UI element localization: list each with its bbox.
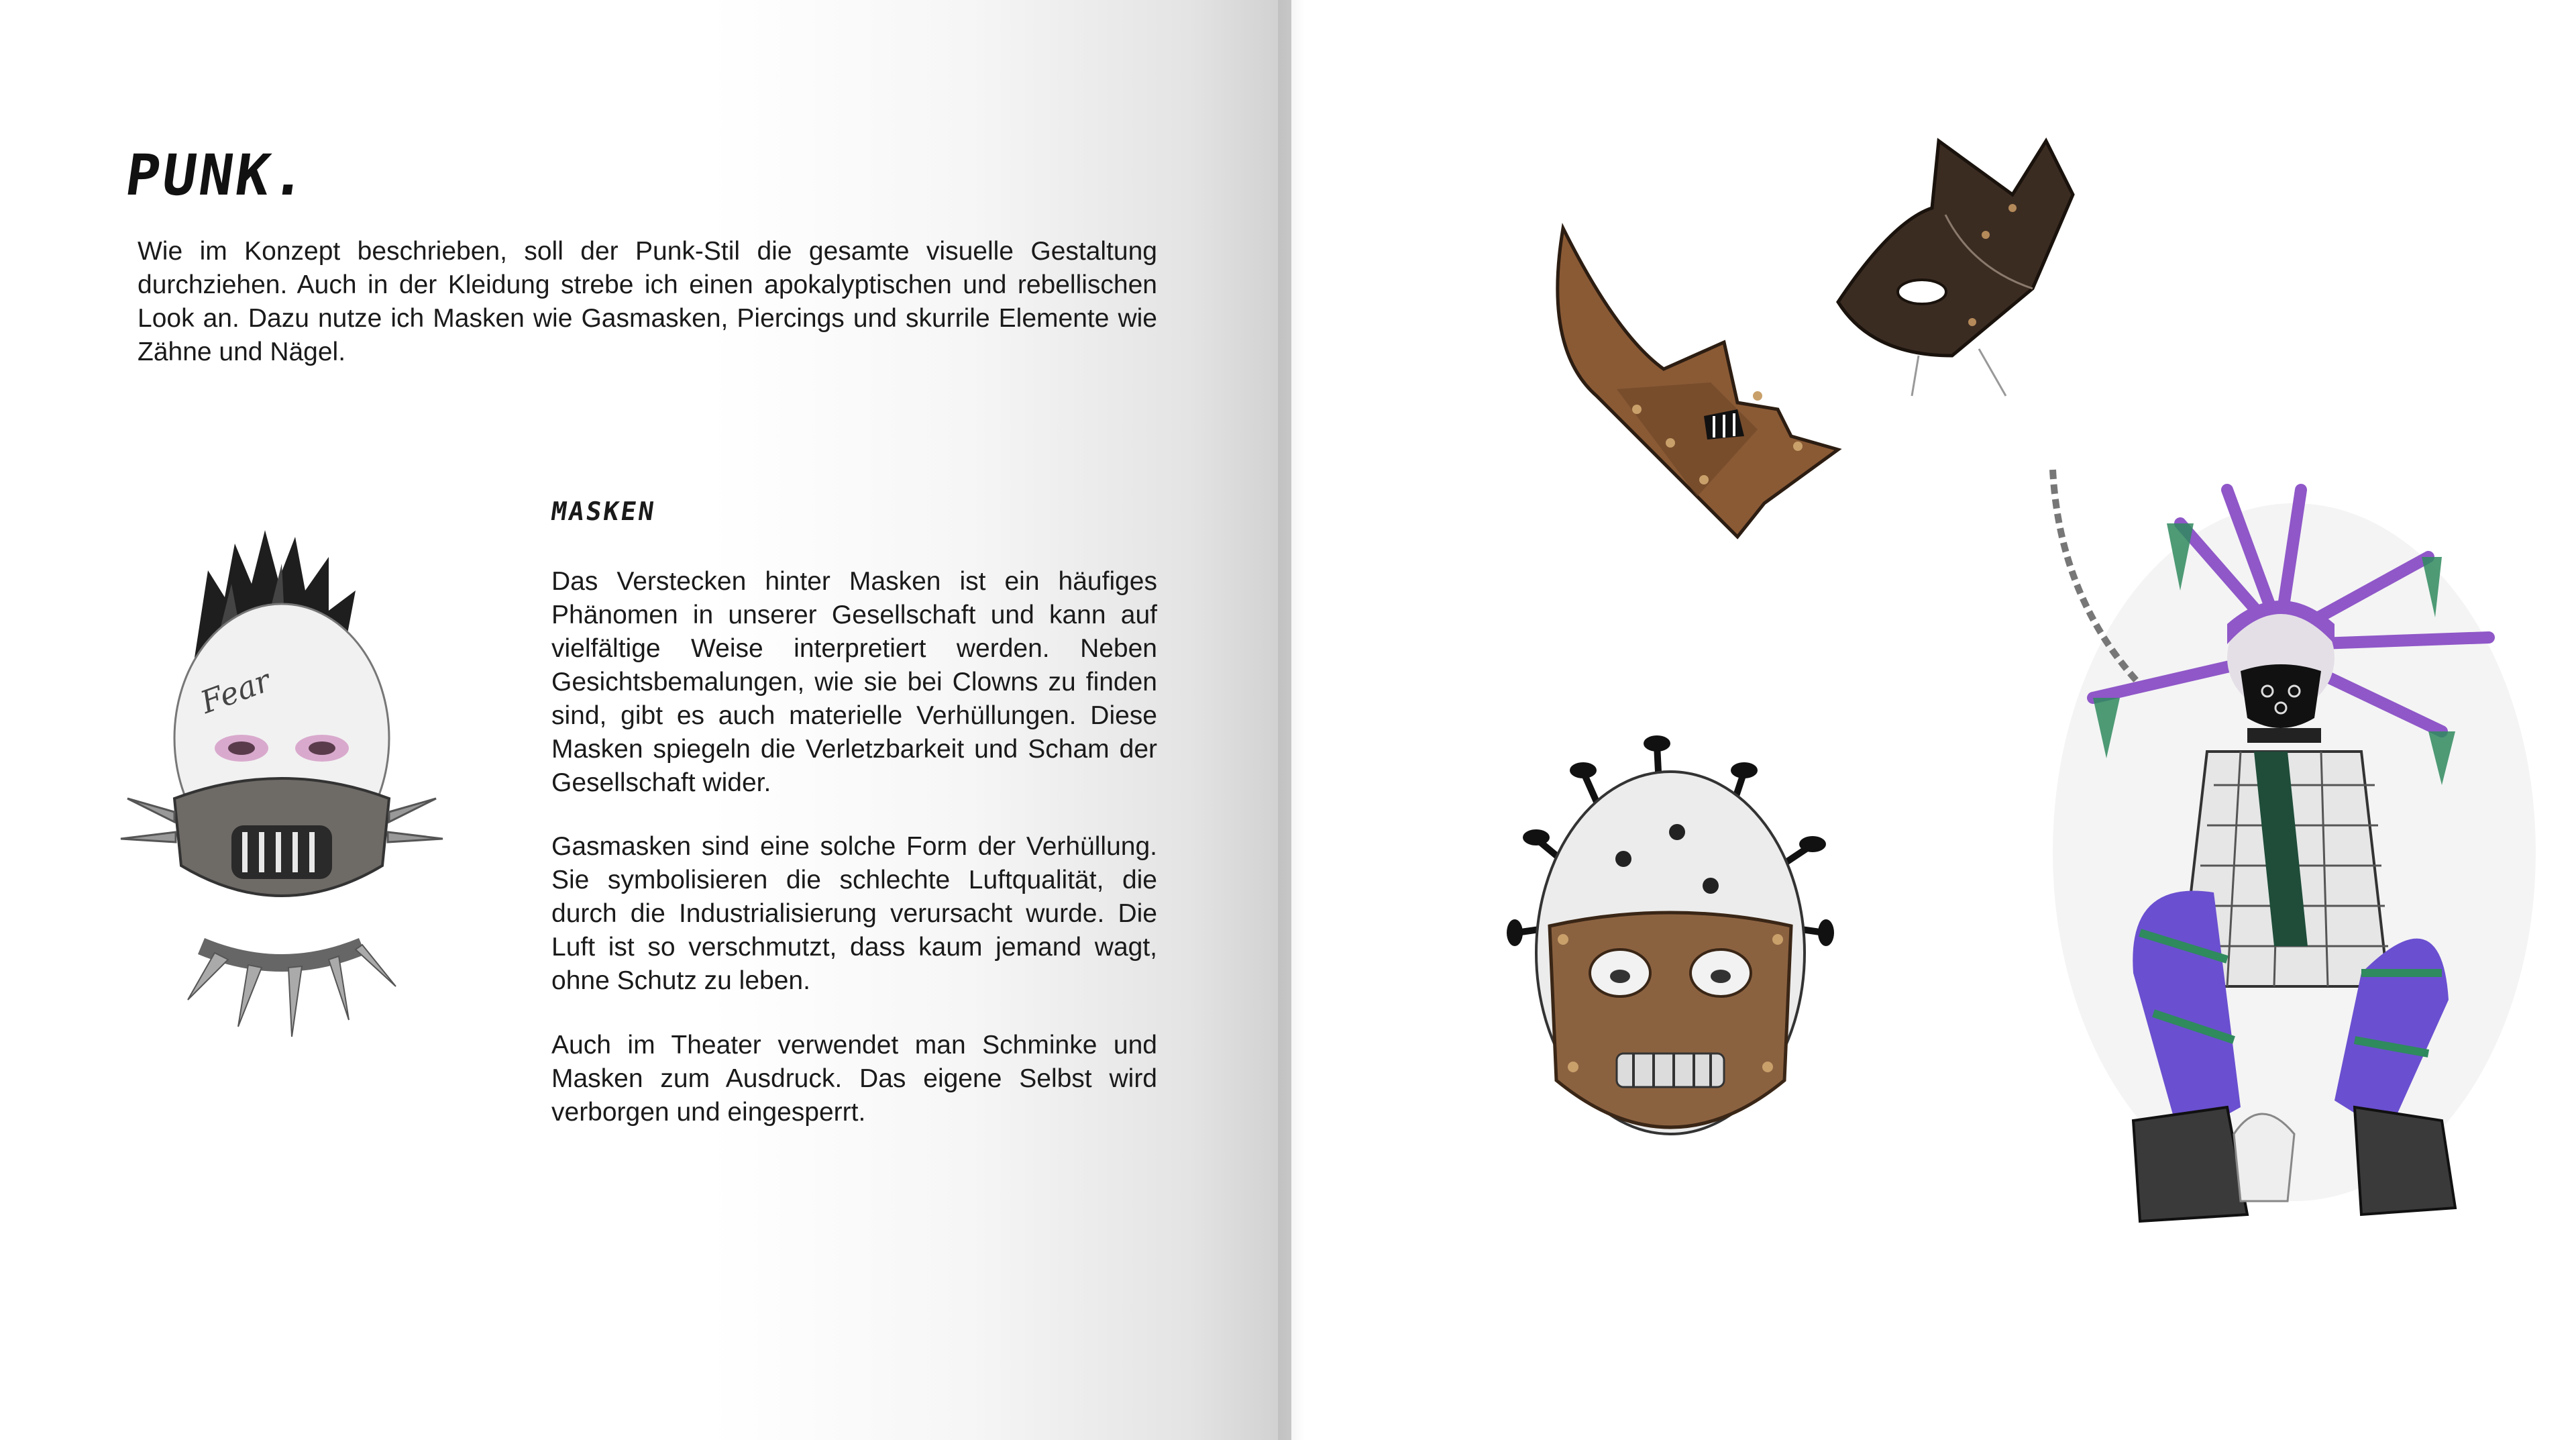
page-title: PUNK. (121, 142, 314, 208)
dark-cat-mask-illustration (1811, 134, 2080, 416)
nail-head-mask-illustration (1489, 731, 1858, 1174)
section-title-masken: MASKEN (549, 497, 658, 526)
crouching-punk-figure-illustration (1959, 463, 2536, 1329)
gutter-shadow (1278, 0, 1305, 1440)
paragraph-masks: Das Verstecken hinter Masken ist ein häufiges Phänomen in unserer Gesellschaft und kann auf vielfältige Weise interpretiert werden. Neben Gesichtsbemalungen, wie sie bei Clowns zu finden sind, gibt es auch materielle Verhüllungen. Diese Masken spiegeln die Verletzbarkeit und Scham der Gesellschaft wider. (551, 567, 1157, 797)
mohawk-mask-illustration (114, 517, 463, 1053)
intro-paragraph: Wie im Konzept beschrieben, soll der Punk-Stil die gesamte visuelle Gestaltung durchziehen. Auch in der Kleidung strebe ich einen apokalyptischen und rebellischen Look an. Dazu nutze ich Masken wie Gasmasken, Piercings und skurrile Elemente wie Zähne und Nägel. (138, 237, 1157, 366)
paragraph-theater: Auch im Theater verwendet man Schminke und Masken zum Ausdruck. Das eigene Selbst wird verborgen und eingesperrt. (551, 1031, 1157, 1127)
paragraph-gasmasks: Gasmasken sind eine solche Form der Verhüllung. Sie symbolisieren die schlechte Luftqualität, die durch die Industrialisierung verursacht wurde. Die Luft ist so verschmutzt, dass kaum jemand wagt, ohne Schutz zu leben. (551, 832, 1157, 995)
forehead-tattoo-text: Fear (195, 662, 275, 721)
